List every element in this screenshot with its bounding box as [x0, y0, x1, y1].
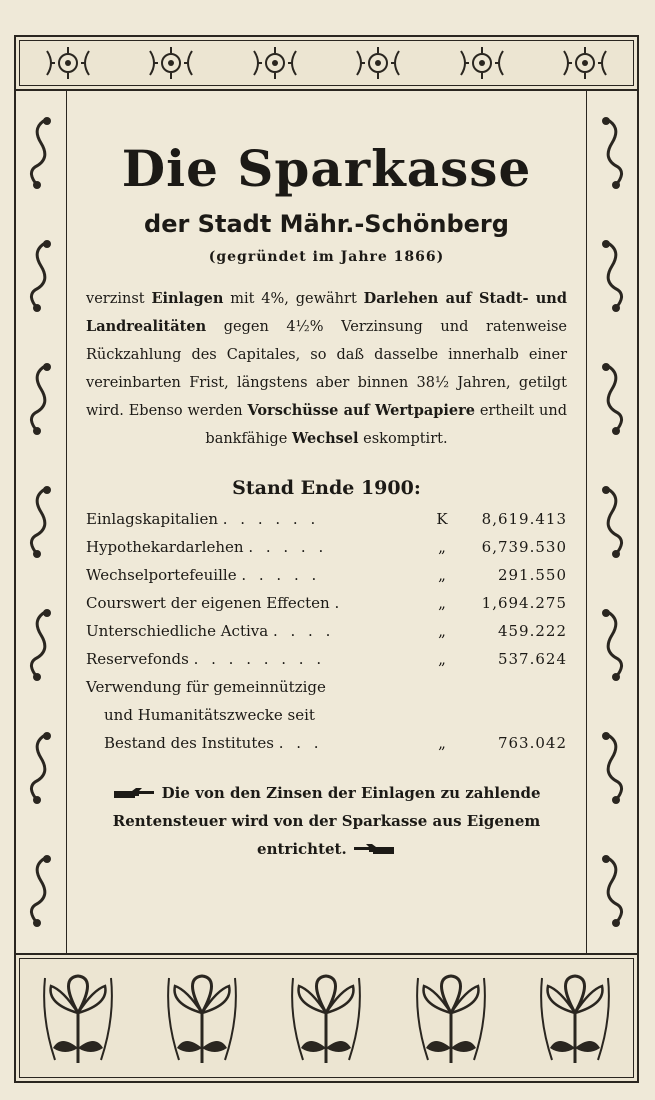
table-row: [86, 561, 567, 589]
table-row: [86, 533, 567, 561]
intro-text: gegen 4½% Verzinsung und ratenweise Rückzahlung des Capitales, so daß dasselbe innerhalb einer vereinbarten Frist, längstens aber binnen 38½ Jahren, getilgt wird. Ebenso werden: [86, 319, 567, 419]
leader-dots: . . . . .: [241, 566, 321, 584]
flower-ornament-icon: [39, 968, 117, 1068]
sparkasse-advertisement: [86, 91, 567, 953]
balance-label: Unterschiedliche Activa: [86, 622, 269, 640]
table-row: [86, 589, 567, 617]
flower-ornament-icon: [412, 968, 490, 1068]
balance-value: 8,619.413: [481, 510, 567, 528]
intro-text: mit 4%, gewährt: [223, 291, 364, 307]
flower-ornament-icon: [163, 968, 241, 1068]
scroll-ornament-icon: [596, 113, 628, 193]
scroll-ornament-icon: [25, 236, 57, 316]
scroll-ornament-icon: [596, 236, 628, 316]
scroll-ornament-icon: [25, 482, 57, 562]
intro-emphasis: Vorschüsse auf Wertpapiere: [247, 402, 475, 419]
currency-mark: „: [438, 538, 446, 556]
intro-text: ertheilt und bankfähige: [205, 403, 567, 447]
leader-dots: . . .: [278, 734, 323, 752]
table-row: [86, 701, 567, 729]
leader-dots: . . . . . .: [222, 510, 320, 528]
balance-label: Bestand des Institutes: [104, 734, 274, 752]
tax-note: [86, 779, 567, 863]
balance-label: Courswert der eigenen Effecten: [86, 594, 330, 612]
scroll-ornament-icon: [25, 728, 57, 808]
balance-value: 6,739.530: [481, 538, 567, 556]
balance-value: 1,694.275: [481, 594, 567, 612]
table-row: [86, 505, 567, 533]
currency-mark: „: [438, 734, 446, 752]
flower-ornament-icon: [287, 968, 365, 1068]
scroll-ornament-icon: [25, 113, 57, 193]
tax-note-text: Die von den Zinsen der Einlagen zu zahlende Rentensteuer wird von der Sparkasse aus Eigenem entrichtet.: [112, 784, 541, 858]
intro-text: eskomptirt.: [358, 431, 448, 447]
intro-emphasis: Darlehen auf Stadt- und Landrealitäten: [86, 290, 567, 335]
pointing-hand-right-icon: [112, 787, 156, 801]
currency-mark: „: [438, 650, 446, 668]
balance-label: Einlagskapitalien: [86, 510, 218, 528]
rosette-ornament-icon: [146, 43, 196, 83]
balance-label: Hypothekardarlehen: [86, 538, 244, 556]
rosette-ornament-icon: [250, 43, 300, 83]
balance-value: 537.624: [497, 650, 567, 668]
page-title: Die Sparkasse: [121, 139, 532, 198]
page-subtitle: der Stadt Mähr.-Schönberg: [144, 210, 509, 238]
scroll-ornament-icon: [25, 359, 57, 439]
intro-text: verzinst: [86, 291, 152, 307]
scroll-ornament-icon: [596, 605, 628, 685]
scroll-ornament-icon: [25, 851, 57, 931]
intro-paragraph: [86, 285, 567, 453]
leader-dots: .: [334, 594, 344, 612]
scroll-ornament-icon: [596, 728, 628, 808]
bottom-floral-band: [14, 953, 639, 1083]
intro-emphasis: Einlagen: [151, 290, 224, 307]
rosette-ornament-icon: [457, 43, 507, 83]
flower-ornament-icon: [536, 968, 614, 1068]
table-row: [86, 645, 567, 673]
left-ornament-column: [16, 91, 67, 953]
currency-mark: K: [436, 510, 448, 528]
pointing-hand-left-icon: [352, 843, 396, 857]
main-frame: [14, 91, 639, 953]
scroll-ornament-icon: [596, 482, 628, 562]
balance-label: Verwendung für gemeinnützige: [86, 678, 326, 696]
balance-value: 459.222: [497, 622, 567, 640]
rosette-ornament-icon: [43, 43, 93, 83]
scroll-ornament-icon: [25, 605, 57, 685]
balance-label: und Humanitätszwecke seit: [104, 706, 315, 724]
right-ornament-column: [586, 91, 637, 953]
balance-label: Wechselportefeuille: [86, 566, 237, 584]
table-row: [86, 729, 567, 757]
leader-dots: . . . .: [272, 622, 335, 640]
currency-mark: „: [438, 566, 446, 584]
founded-note: (gegründet im Jahre 1866): [208, 249, 445, 265]
scroll-ornament-icon: [596, 851, 628, 931]
scroll-ornament-icon: [596, 359, 628, 439]
balance-table: [86, 505, 567, 757]
balance-value: 291.550: [497, 566, 567, 584]
leader-dots: . . . . . . . .: [193, 650, 326, 668]
table-row: [86, 673, 567, 701]
rosette-ornament-icon: [560, 43, 610, 83]
leader-dots: . . . . .: [248, 538, 328, 556]
balance-heading: Stand Ende 1900:: [232, 477, 421, 499]
currency-mark: „: [438, 594, 446, 612]
rosette-ornament-icon: [353, 43, 403, 83]
currency-mark: „: [438, 622, 446, 640]
top-ornament-band: [14, 35, 639, 91]
intro-emphasis: Wechsel: [291, 430, 359, 447]
balance-value: 763.042: [497, 734, 567, 752]
balance-label: Reservefonds: [86, 650, 189, 668]
table-row: [86, 617, 567, 645]
